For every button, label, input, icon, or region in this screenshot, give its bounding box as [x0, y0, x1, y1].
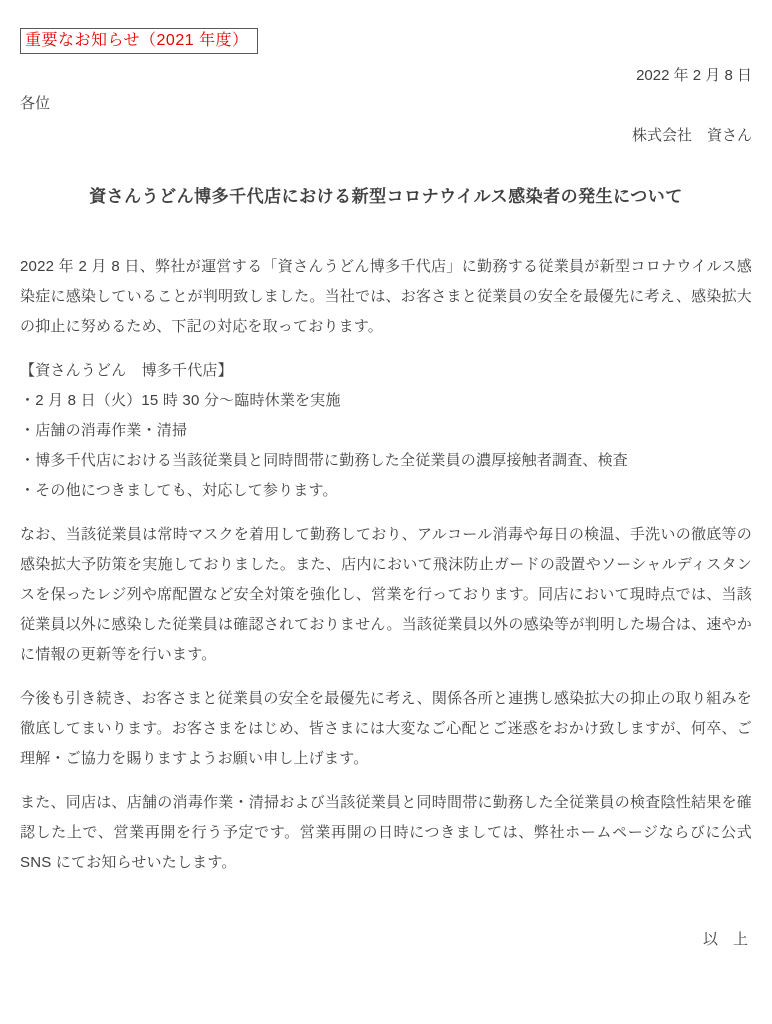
measure-item-contact-tracing: ・博多千代店における当該従業員と同時間帯に勤務した全従業員の濃厚接触者調査、検査 [20, 452, 629, 469]
document-title: 資さんうどん博多千代店における新型コロナウイルス感染者の発生について [89, 187, 683, 206]
paragraph-prevention-status: なお、当該従業員は常時マスクを着用して勤務しており、アルコール消毒や毎日の検温、手洗いの徹底等の感染拡大予防策を実施しておりました。また、店内において飛沫防止ガードの設置やソーシャルディスタンスを保ったレジ列や席配置など安全対策を強化し、営業を行っております。同店において現時点では、当該従業員以外に感染した従業員は確認されておりません。当該従業員以外の感染等が判明した場合は、速やかに情報の更新等を行います。 [20, 526, 752, 663]
paragraph-commitment: 今後も引き続き、お客さまと従業員の安全を最優先に考え、関係各所と連携し感染拡大の抑止の取り組みを徹底してまいります。お客さまをはじめ、皆さまには大変なご心配とご迷惑をおかけ致しますが、何卒、ご理解・ご協力を賜りますようお願い申し上げます。 [20, 690, 752, 767]
paragraph-reopening: また、同店は、店舗の消毒作業・清掃および当該従業員と同時間帯に勤務した全従業員の検査陰性結果を確認した上で、営業再開を行う予定です。営業再開の日時につきましては、弊社ホームページならびに公式 SNS にてお知らせいたします。 [20, 794, 752, 871]
measure-item-temporary-closure: ・2 月 8 日（火）15 時 30 分～臨時休業を実施 [20, 392, 341, 409]
addressee: 各位 [20, 95, 51, 112]
measures-section [20, 356, 752, 506]
closing-phrase: 以 上 [702, 931, 748, 948]
issue-date: 2022 年 2 月 8 日 [636, 67, 752, 84]
important-notice-badge-label: 重要なお知らせ（2021 年度） [25, 32, 249, 49]
paragraph-intro: 2022 年 2 月 8 日、弊社が運営する「資さんうどん博多千代店」に勤務する従業員が新型コロナウイルス感染症に感染していることが判明致しました。当社では、お客さまと従業員の安全を最優先に考え、感染拡大の抑止に努めるため、下記の対応を取っております。 [20, 258, 752, 335]
company-name: 株式会社 資さん [631, 127, 752, 144]
measures-header: 【資さんうどん 博多千代店】 [20, 362, 233, 379]
measure-item-other: ・その他につきましても、対応して参ります。 [20, 482, 338, 499]
measure-item-disinfection: ・店舗の消毒作業・清掃 [20, 422, 188, 439]
important-notice-badge [20, 28, 258, 54]
